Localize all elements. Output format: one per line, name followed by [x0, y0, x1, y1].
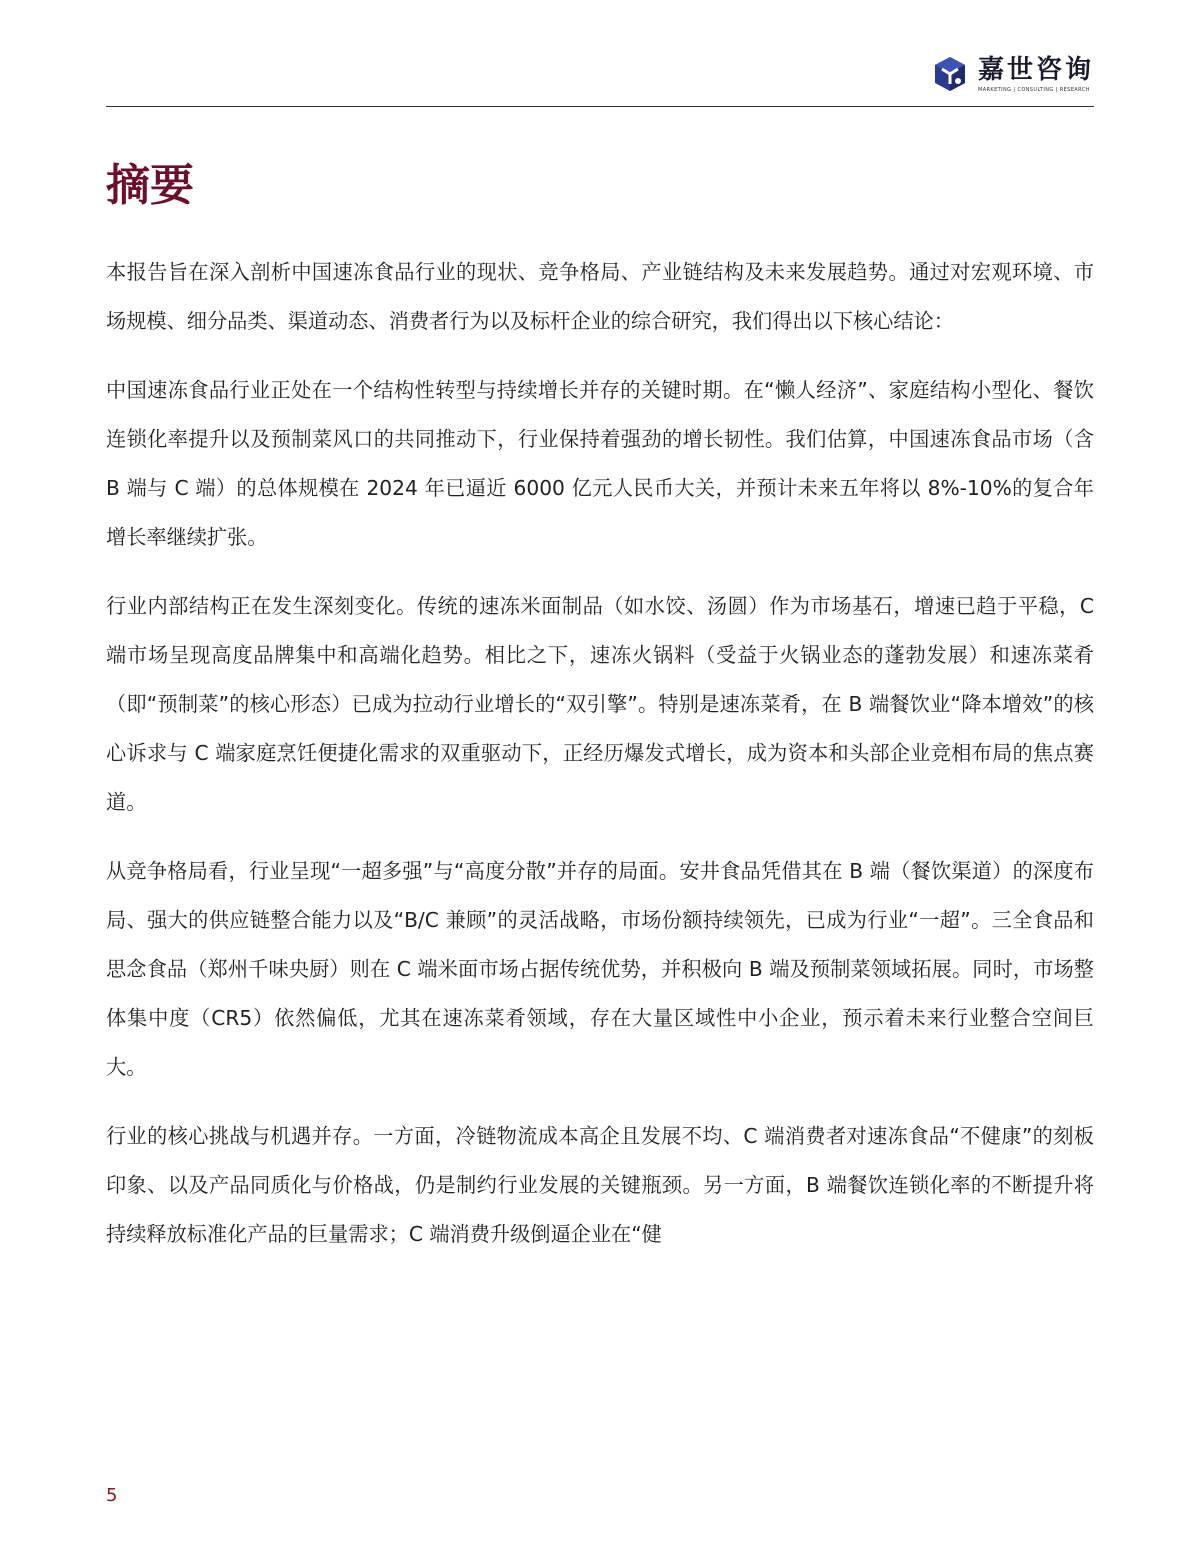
- abstract-body: [106, 248, 1094, 1279]
- brand-name: 嘉世咨询: [977, 55, 1094, 85]
- page-number: 5: [106, 1485, 118, 1506]
- brand: [930, 54, 1094, 94]
- paragraph: 本报告旨在深入剖析中国速冻食品行业的现状、竞争格局、产业链结构及未来发展趋势。通过对宏观环境、市场规模、细分品类、渠道动态、消费者行为以及标杆企业的综合研究，我们得出以下核心结论：: [106, 260, 1094, 333]
- brand-text: [978, 55, 1094, 93]
- paragraph: 从竞争格局看，行业呈现“一超多强”与“高度分散”并存的局面。安井食品凭借其在 B 端（餐饮渠道）的深度布局、强大的供应链整合能力以及“B/C 兼顾”的灵活战略，市场份额持续领先，已成为行业“一超”。三全食品和思念食品（郑州千味央厨）则在 C 端米面市场占据传统优势，并积极向 B 端及预制菜领域拓展。同时，市场整体集中度（CR5）依然偏低，尤其在速冻菜肴领域，存在大量区域性中小企业，预示着未来行业整合空间巨大。: [106, 859, 1094, 1079]
- paragraph: 行业内部结构正在发生深刻变化。传统的速冻米面制品（如水饺、汤圆）作为市场基石，增速已趋于平稳，C 端市场呈现高度品牌集中和高端化趋势。相比之下，速冻火锅料（受益于火锅业态的蓬勃发展）和速冻菜肴（即“预制菜”的核心形态）已成为拉动行业增长的“双引擎”。特别是速冻菜肴，在 B 端餐饮业“降本增效”的核心诉求与 C 端家庭烹饪便捷化需求的双重驱动下，正经历爆发式增长，成为资本和头部企业竞相布局的焦点赛道。: [106, 594, 1094, 814]
- paragraph: 中国速冻食品行业正处在一个结构性转型与持续增长并存的关键时期。在“懒人经济”、家庭结构小型化、餐饮连锁化率提升以及预制菜风口的共同推动下，行业保持着强劲的增长韧性。我们估算，中国速冻食品市场（含 B 端与 C 端）的总体规模在 2024 年已逼近 6000 亿元人民币大关，并预计未来五年将以 8%-10%的复合年增长率继续扩张。: [106, 378, 1094, 549]
- page-header: [106, 46, 1094, 107]
- jiashi-logo-icon: [930, 54, 970, 94]
- brand-tagline: MARKETING | CONSULTING | RESEARCH: [977, 87, 1090, 93]
- paragraph: 行业的核心挑战与机遇并存。一方面，冷链物流成本高企且发展不均、C 端消费者对速冻食品“不健康”的刻板印象、以及产品同质化与价格战，仍是制约行业发展的关键瓶颈。另一方面，B 端餐饮连锁化率的不断提升将持续释放标准化产品的巨量需求；C 端消费升级倒逼企业在“健: [106, 1124, 1094, 1246]
- page-title: 摘要: [106, 160, 194, 211]
